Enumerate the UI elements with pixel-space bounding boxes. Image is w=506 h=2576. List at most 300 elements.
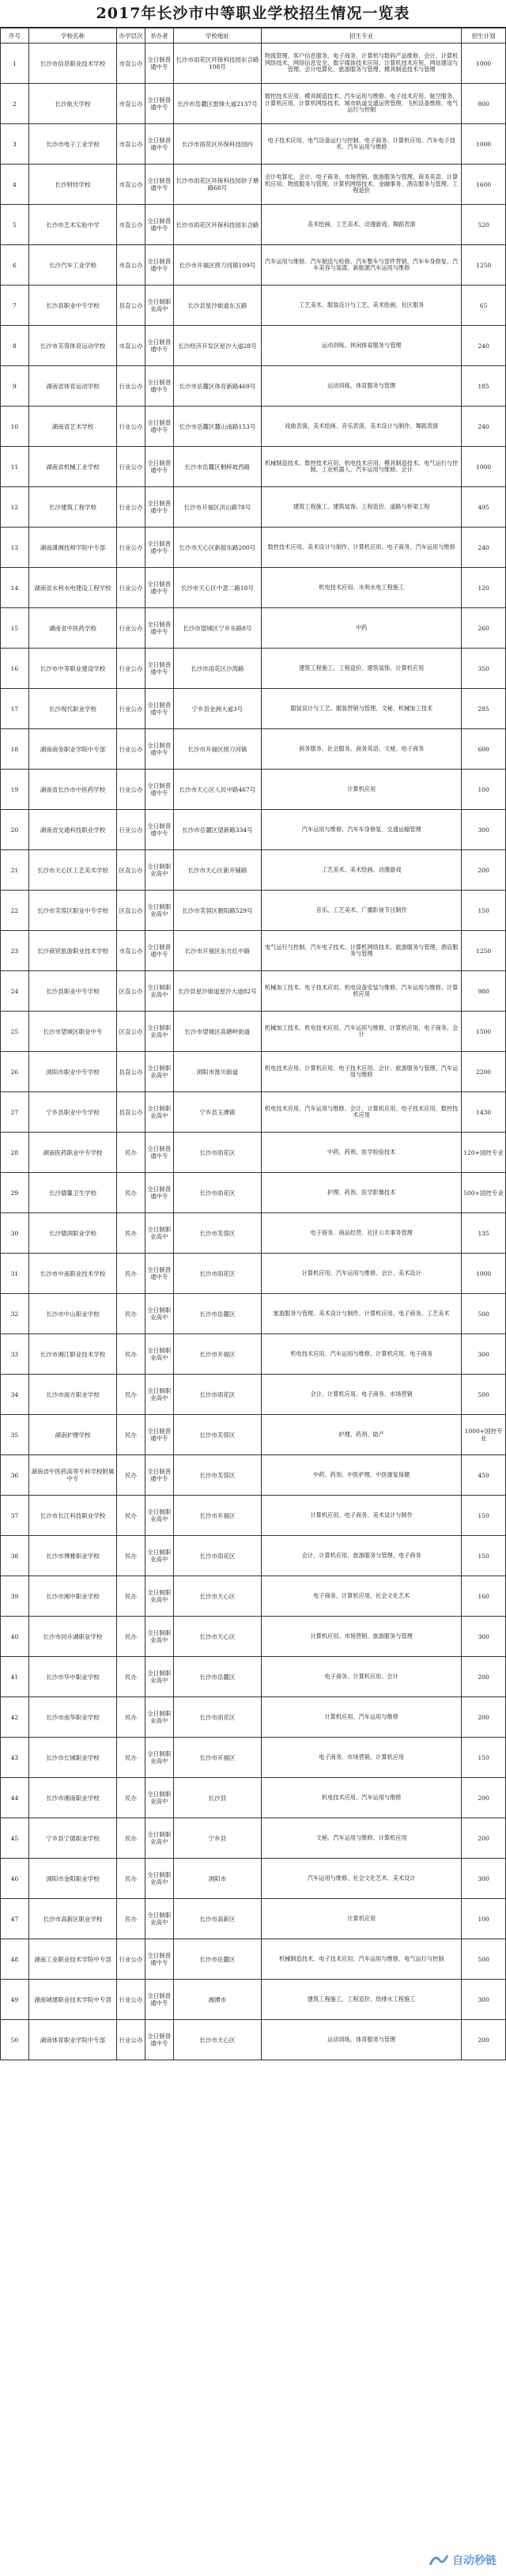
index-cell: 18 xyxy=(1,729,29,770)
index-cell: 16 xyxy=(1,649,29,689)
majors-cell: 计算机应用、汽车运用与维修、会计、美术设计 xyxy=(262,1254,462,1294)
address-cell: 长沙市天心区中意二路18号 xyxy=(173,568,261,608)
index-cell: 22 xyxy=(1,891,29,931)
index-cell: 34 xyxy=(1,1375,29,1415)
table-row xyxy=(1,1213,506,1254)
school-name-cell: 长沙市艺术实验中学 xyxy=(28,205,116,245)
level-cell: 市直公办 xyxy=(117,931,145,971)
address-cell: 长沙县 xyxy=(173,1778,261,1818)
school-name-cell: 长沙市中南职业技术学校 xyxy=(28,1254,116,1294)
type-cell: 全日制职业高中 xyxy=(145,850,173,891)
plan-cell: 200 xyxy=(462,1778,506,1818)
school-name-cell: 湖南省交通科技职业学校 xyxy=(28,810,116,850)
table-row xyxy=(1,1617,506,1657)
majors-cell: 计算机应用、市场营销、旅游服务与管理 xyxy=(262,1617,462,1657)
index-cell: 17 xyxy=(1,689,29,729)
index-cell: 50 xyxy=(1,2020,29,2060)
type-cell: 全日制普通中专 xyxy=(145,165,173,205)
majors-cell: 中药、药剂、医学检验技术 xyxy=(262,1133,462,1173)
type-cell: 全日制普通中专 xyxy=(145,245,173,286)
type-cell: 全日制普通中专 xyxy=(145,931,173,971)
address-cell: 浏阳市淮川街道 xyxy=(173,1052,261,1092)
school-name-cell: 湖南城建职业技术学院中专部 xyxy=(28,1980,116,2020)
school-name-cell: 长沙德润职业学校 xyxy=(28,1213,116,1254)
index-cell: 1 xyxy=(1,44,29,84)
type-cell: 全日制职业高中 xyxy=(145,1697,173,1738)
table-row xyxy=(1,2020,506,2060)
address-cell: 长沙市雨花区 xyxy=(173,1173,261,1213)
address-cell: 长沙市天心区 xyxy=(173,2020,261,2060)
address-cell: 长沙经济开发区星沙大道28号 xyxy=(173,326,261,366)
table-row xyxy=(1,286,506,326)
col-header-level: 办学层次 xyxy=(117,28,145,44)
majors-cell: 机电技术应用、汽车运用与维修、计算机应用、电子商务 xyxy=(262,1334,462,1375)
index-cell: 29 xyxy=(1,1173,29,1213)
type-cell: 全日制普通中专 xyxy=(145,205,173,245)
majors-cell: 计算机应用、汽车运用与维修 xyxy=(262,1697,462,1738)
address-cell: 长沙市雨花区环保科技园东合路 xyxy=(173,205,261,245)
index-cell: 46 xyxy=(1,1859,29,1899)
school-name-cell: 长沙市华中职业学校 xyxy=(28,1657,116,1697)
table-row xyxy=(1,1455,506,1496)
index-cell: 13 xyxy=(1,528,29,568)
plan-cell: 260 xyxy=(462,608,506,649)
majors-cell: 电子技术应用、电气设备运行与控制、电子商务、计算机应用、汽车电子技术、汽车运用与维修 xyxy=(262,124,462,165)
index-cell: 26 xyxy=(1,1052,29,1092)
address-cell: 长沙市天心区新开铺路 xyxy=(173,850,261,891)
table-row xyxy=(1,1536,506,1576)
address-cell: 宁乡县 xyxy=(173,1818,261,1859)
level-cell: 民办 xyxy=(117,1173,145,1213)
index-cell: 48 xyxy=(1,1939,29,1980)
index-cell: 49 xyxy=(1,1980,29,2020)
table-row xyxy=(1,1738,506,1778)
address-cell: 长沙市开福区捞刀河镇109号 xyxy=(173,245,261,286)
school-name-cell: 长沙市高新区职业学校 xyxy=(28,1899,116,1939)
address-cell: 长沙市开福区洪山路78号 xyxy=(173,487,261,528)
table-row xyxy=(1,366,506,407)
level-cell: 民办 xyxy=(117,1818,145,1859)
page-title: 2017年长沙市中等职业学校招生情况一览表 xyxy=(0,0,506,28)
address-cell: 长沙市芙蓉区 xyxy=(173,1213,261,1254)
plan-cell: 500 xyxy=(462,1375,506,1415)
index-cell: 5 xyxy=(1,205,29,245)
table-row xyxy=(1,487,506,528)
address-cell: 长沙市岳麓区 xyxy=(173,1939,261,1980)
school-name-cell: 湖南护理学校 xyxy=(28,1415,116,1455)
majors-cell: 旅游服务与管理、美术设计与制作、计算机应用、电子商务、工艺美术 xyxy=(262,1294,462,1334)
type-cell: 全日制普通中专 xyxy=(145,2020,173,2060)
majors-cell: 中药、药剂、中医护理、中医康复保健 xyxy=(262,1455,462,1496)
majors-cell: 运动训练、体育服务与管理 xyxy=(262,366,462,407)
index-cell: 30 xyxy=(1,1213,29,1254)
majors-cell: 机电技术应用、汽车运用与维修 xyxy=(262,1778,462,1818)
index-cell: 44 xyxy=(1,1778,29,1818)
table-row xyxy=(1,1173,506,1213)
address-cell: 长沙市雨花区 xyxy=(173,1697,261,1738)
schools-table xyxy=(0,28,506,2060)
level-cell: 行业公办 xyxy=(117,810,145,850)
plan-cell: 1430 xyxy=(462,1092,506,1133)
level-cell: 民办 xyxy=(117,1657,145,1697)
majors-cell: 服装设计与工艺、服装营销与管理、文秘、机械加工技术 xyxy=(262,689,462,729)
type-cell: 全日制职业高中 xyxy=(145,1617,173,1657)
col-header-type: 举办者 xyxy=(145,28,173,44)
plan-cell: 300 xyxy=(462,810,506,850)
index-cell: 3 xyxy=(1,124,29,165)
index-cell: 11 xyxy=(1,447,29,487)
school-name-cell: 长沙现代职业学校 xyxy=(28,689,116,729)
majors-cell: 机械制造技术、电子技术应用、汽车运用与维修、电气运行与控制 xyxy=(262,1939,462,1980)
index-cell: 35 xyxy=(1,1415,29,1455)
index-cell: 23 xyxy=(1,931,29,971)
level-cell: 市直公办 xyxy=(117,165,145,205)
plan-cell: 150 xyxy=(462,891,506,931)
level-cell: 县直公办 xyxy=(117,1092,145,1133)
type-cell: 全日制普通中专 xyxy=(145,407,173,447)
type-cell: 全日制职业高中 xyxy=(145,1334,173,1375)
address-cell: 宁乡县玉潭镇 xyxy=(173,1092,261,1133)
plan-cell: 100 xyxy=(462,770,506,810)
type-cell: 全日制职业高中 xyxy=(145,1859,173,1899)
type-cell: 全日制职业高中 xyxy=(145,1576,173,1617)
index-cell: 32 xyxy=(1,1294,29,1334)
plan-cell: 2200 xyxy=(462,1052,506,1092)
level-cell: 县直公办 xyxy=(117,286,145,326)
index-cell: 33 xyxy=(1,1334,29,1375)
index-cell: 7 xyxy=(1,286,29,326)
index-cell: 45 xyxy=(1,1818,29,1859)
address-cell: 长沙市雨花区环保科技园内 xyxy=(173,124,261,165)
school-name-cell: 长沙航天学校 xyxy=(28,84,116,124)
index-cell: 40 xyxy=(1,1617,29,1657)
address-cell: 长沙县星沙街道星沙大道82号 xyxy=(173,971,261,1012)
index-cell: 14 xyxy=(1,568,29,608)
type-cell: 全日制职业高中 xyxy=(145,891,173,931)
school-name-cell: 长沙建筑工程学校 xyxy=(28,487,116,528)
plan-cell: 800 xyxy=(462,84,506,124)
table-row xyxy=(1,1334,506,1375)
col-header-majors: 招生专业 xyxy=(262,28,462,44)
majors-cell: 机械加工技术、电子技术应用、机电设备安装与维修、汽车运用与维修、计算机应用 xyxy=(262,971,462,1012)
majors-cell: 计算机应用、电子商务、美术设计与制作 xyxy=(262,1496,462,1536)
majors-cell: 机械加工技术、机电技术应用、汽车运用与维修、计算机应用、电子商务、会计 xyxy=(262,1012,462,1052)
school-name-cell: 湖南省中医药学校 xyxy=(28,608,116,649)
majors-cell: 电子商务、计算机应用、社会文化艺术 xyxy=(262,1576,462,1617)
plan-cell: 300 xyxy=(462,1859,506,1899)
school-name-cell: 湖南商务职业学院中专部 xyxy=(28,729,116,770)
index-cell: 19 xyxy=(1,770,29,810)
type-cell: 全日制普通中专 xyxy=(145,528,173,568)
level-cell: 行业公办 xyxy=(117,528,145,568)
address-cell: 长沙市岳麓区 xyxy=(173,1294,261,1334)
plan-cell: 500 xyxy=(462,1294,506,1334)
index-cell: 15 xyxy=(1,608,29,649)
majors-cell: 美术绘画、工艺美术、动漫游戏、舞蹈表演 xyxy=(262,205,462,245)
majors-cell: 会计、计算机应用、旅游服务与管理、电子商务 xyxy=(262,1536,462,1576)
school-name-cell: 长沙市湘南职业学校 xyxy=(28,1778,116,1818)
majors-cell: 护理、药剂、助产 xyxy=(262,1415,462,1455)
level-cell: 民办 xyxy=(117,1778,145,1818)
address-cell: 长沙市天心区人民中路467号 xyxy=(173,770,261,810)
plan-cell: 1000 xyxy=(462,44,506,84)
index-cell: 37 xyxy=(1,1496,29,1536)
school-name-cell: 湖南省长沙市中医药学校 xyxy=(28,770,116,810)
plan-cell: 1000 xyxy=(462,124,506,165)
type-cell: 全日制职业高中 xyxy=(145,1213,173,1254)
plan-cell: 200 xyxy=(462,1697,506,1738)
address-cell: 长沙市开福区捞刀河镇 xyxy=(173,729,261,770)
plan-cell: 1250 xyxy=(462,245,506,286)
type-cell: 全日制普通中专 xyxy=(145,649,173,689)
level-cell: 民办 xyxy=(117,1899,145,1939)
level-cell: 行业公办 xyxy=(117,770,145,810)
address-cell: 长沙市开福区东方红中路 xyxy=(173,931,261,971)
majors-cell: 建筑工程施工、工程造价、建筑装饰、计算机应用 xyxy=(262,649,462,689)
level-cell: 民办 xyxy=(117,1334,145,1375)
school-name-cell: 湖南体育职业学院中专部 xyxy=(28,2020,116,2060)
majors-cell: 计算机应用 xyxy=(262,770,462,810)
majors-cell: 会计电算化、会计、电子商务、市场营销、旅游服务与管理、商务英语、计算机应用、物流服务与管理、计算机网络技术、金融事务、酒店服务与管理、工程造价 xyxy=(262,165,462,205)
index-cell: 36 xyxy=(1,1455,29,1496)
level-cell: 行业公办 xyxy=(117,407,145,447)
index-cell: 6 xyxy=(1,245,29,286)
address-cell: 长沙市开福区 xyxy=(173,1738,261,1778)
plan-cell: 200 xyxy=(462,1818,506,1859)
plan-cell: 980 xyxy=(462,971,506,1012)
table-row xyxy=(1,528,506,568)
plan-cell: 350 xyxy=(462,649,506,689)
type-cell: 全日制普通中专 xyxy=(145,487,173,528)
level-cell: 县直公办 xyxy=(117,1052,145,1092)
majors-cell: 机械制造技术、数控技术应用、机电技术应用、模具制造技术、电气运行与控制、工业机器人、汽车运用与维修、会计 xyxy=(262,447,462,487)
type-cell: 全日制普通中专 xyxy=(145,608,173,649)
plan-cell: 240 xyxy=(462,528,506,568)
plan-cell: 1000 xyxy=(462,1254,506,1294)
school-name-cell: 长沙市同升湖职业学校 xyxy=(28,1617,116,1657)
address-cell: 长沙市开福区 xyxy=(173,1496,261,1536)
school-name-cell: 长沙市芙蓉体育运动学校 xyxy=(28,326,116,366)
level-cell: 市直公办 xyxy=(117,84,145,124)
address-cell: 长沙市天心区新韶东路200号 xyxy=(173,528,261,568)
index-cell: 43 xyxy=(1,1738,29,1778)
majors-cell: 机电技术应用、计算机应用、电子技术应用、会计、旅游服务与管理、汽车运用与维修 xyxy=(262,1052,462,1092)
level-cell: 民办 xyxy=(117,1697,145,1738)
logo-icon xyxy=(429,2552,449,2568)
address-cell: 长沙市芙蓉区 xyxy=(173,1455,261,1496)
majors-cell: 机电技术应用、汽车运用与维修、会计、计算机应用、电子技术应用、数控技术应用 xyxy=(262,1092,462,1133)
school-name-cell: 长沙市长江科技职业学校 xyxy=(28,1496,116,1536)
type-cell: 全日制普通中专 xyxy=(145,1173,173,1213)
plan-cell: 120 xyxy=(462,568,506,608)
level-cell: 民办 xyxy=(117,1375,145,1415)
level-cell: 市直公办 xyxy=(117,326,145,366)
plan-cell: 1250 xyxy=(462,931,506,971)
level-cell: 行业公办 xyxy=(117,608,145,649)
plan-cell: 285 xyxy=(462,689,506,729)
type-cell: 全日制职业高中 xyxy=(145,1818,173,1859)
plan-cell: 200 xyxy=(462,850,506,891)
type-cell: 全日制普通中专 xyxy=(145,1133,173,1173)
table-row xyxy=(1,1254,506,1294)
school-name-cell: 长沙市中山职业学校 xyxy=(28,1294,116,1334)
school-name-cell: 湖南医药职业中专学校 xyxy=(28,1133,116,1173)
school-name-cell: 湖南省机械工业学校 xyxy=(28,447,116,487)
address-cell: 长沙市天心区 xyxy=(173,1576,261,1617)
table-row xyxy=(1,1052,506,1092)
plan-cell: 100 xyxy=(462,1899,506,1939)
table-row xyxy=(1,810,506,850)
address-cell: 长沙市芙蓉区朝阳路529号 xyxy=(173,891,261,931)
majors-cell: 文秘、汽车运用与维修、计算机应用 xyxy=(262,1818,462,1859)
table-row xyxy=(1,1899,506,1939)
majors-cell: 电子商务、商品经营、社区公共事务管理 xyxy=(262,1213,462,1254)
plan-cell: 150 xyxy=(462,1496,506,1536)
type-cell: 全日制职业高中 xyxy=(145,1536,173,1576)
school-name-cell: 长沙市信息职业技术学校 xyxy=(28,44,116,84)
table-row xyxy=(1,407,506,447)
type-cell: 全日制普通中专 xyxy=(145,1415,173,1455)
level-cell: 区直公办 xyxy=(117,891,145,931)
level-cell: 民办 xyxy=(117,1294,145,1334)
school-name-cell: 长沙市电子工业学校 xyxy=(28,124,116,165)
level-cell: 行业公办 xyxy=(117,447,145,487)
type-cell: 全日制职业高中 xyxy=(145,1657,173,1697)
plan-cell: 160 xyxy=(462,1576,506,1617)
index-cell: 8 xyxy=(1,326,29,366)
index-cell: 47 xyxy=(1,1899,29,1939)
plan-cell: 300 xyxy=(462,1334,506,1375)
type-cell: 全日制普通中专 xyxy=(145,810,173,850)
index-cell: 9 xyxy=(1,366,29,407)
table-body xyxy=(1,44,506,2060)
address-cell: 长沙市雨花区环保科技园东合路108号 xyxy=(173,44,261,84)
plan-cell: 240 xyxy=(462,326,506,366)
table-row xyxy=(1,971,506,1012)
school-name-cell: 长沙德馨卫生学校 xyxy=(28,1173,116,1213)
index-cell: 12 xyxy=(1,487,29,528)
index-cell: 28 xyxy=(1,1133,29,1173)
index-cell: 25 xyxy=(1,1012,29,1052)
col-header-plan: 招生计划 xyxy=(462,28,506,44)
type-cell: 全日制普通中专 xyxy=(145,124,173,165)
school-name-cell: 长沙市中等职业建设学校 xyxy=(28,649,116,689)
plan-cell: 300 xyxy=(462,1617,506,1657)
majors-cell: 工艺美术、服装设计与工艺、美术绘画、社区服务 xyxy=(262,286,462,326)
level-cell: 行业公办 xyxy=(117,568,145,608)
school-name-cell: 长沙汽车工业学校 xyxy=(28,245,116,286)
table-row xyxy=(1,1697,506,1738)
school-name-cell: 湖南工业职业技术学院中专部 xyxy=(28,1939,116,1980)
majors-cell: 建筑工程施工、工程造价、给排水工程施工 xyxy=(262,1980,462,2020)
level-cell: 区直公办 xyxy=(117,850,145,891)
type-cell: 全日制职业高中 xyxy=(145,1899,173,1939)
table-row xyxy=(1,245,506,286)
col-header-index: 序号 xyxy=(1,28,29,44)
majors-cell: 会计、计算机应用、电子商务、市场营销 xyxy=(262,1375,462,1415)
index-cell: 27 xyxy=(1,1092,29,1133)
level-cell: 民办 xyxy=(117,1415,145,1455)
type-cell: 全日制普通中专 xyxy=(145,84,173,124)
majors-cell: 建筑工程施工、建筑装饰、工程造价、道路与桥梁工程 xyxy=(262,487,462,528)
school-name-cell: 长沙县职业中专学校 xyxy=(28,286,116,326)
address-cell: 长沙市开福区 xyxy=(173,1334,261,1375)
level-cell: 民办 xyxy=(117,1133,145,1173)
type-cell: 全日制职业高中 xyxy=(145,1294,173,1334)
address-cell: 长沙市雨花区 xyxy=(173,1133,261,1173)
address-cell: 浏阳市 xyxy=(173,1859,261,1899)
majors-cell: 电子商务、计算机应用、会计 xyxy=(262,1657,462,1697)
majors-cell: 中药 xyxy=(262,608,462,649)
table-row xyxy=(1,1375,506,1415)
type-cell: 全日制普通中专 xyxy=(145,1455,173,1496)
school-name-cell: 长沙市望城区职业中专 xyxy=(28,1012,116,1052)
table-row xyxy=(1,568,506,608)
level-cell: 行业公办 xyxy=(117,487,145,528)
address-cell: 长沙市芙蓉区 xyxy=(173,1415,261,1455)
level-cell: 区直公办 xyxy=(117,1012,145,1052)
plan-cell: 200 xyxy=(462,1657,506,1697)
index-cell: 24 xyxy=(1,971,29,1012)
table-row xyxy=(1,1576,506,1617)
index-cell: 38 xyxy=(1,1536,29,1576)
table-header-row xyxy=(1,28,506,44)
index-cell: 41 xyxy=(1,1657,29,1697)
type-cell: 全日制普通中专 xyxy=(145,770,173,810)
level-cell: 民办 xyxy=(117,1576,145,1617)
plan-cell: 500 xyxy=(462,1939,506,1980)
majors-cell: 电气运行与控制、汽车电子技术、计算机网络技术、旅游服务与管理、酒店服务与管理 xyxy=(262,931,462,971)
table-row xyxy=(1,1496,506,1536)
table-row xyxy=(1,649,506,689)
school-name-cell: 浏阳市金阳职业学校 xyxy=(28,1859,116,1899)
address-cell: 长沙市雨花区 xyxy=(173,1254,261,1294)
type-cell: 全日制普通中专 xyxy=(145,1254,173,1294)
school-name-cell: 长沙市芙蓉区职业中专学校 xyxy=(28,891,116,931)
table-row xyxy=(1,850,506,891)
school-name-cell: 长沙市南方职业学校 xyxy=(28,1375,116,1415)
index-cell: 31 xyxy=(1,1254,29,1294)
type-cell: 全日制普通中专 xyxy=(145,568,173,608)
type-cell: 全日制职业高中 xyxy=(145,1052,173,1092)
majors-cell: 工艺美术、美术绘画、动漫游戏 xyxy=(262,850,462,891)
level-cell: 民办 xyxy=(117,1496,145,1536)
majors-cell: 运动训练、休闲体育服务与管理 xyxy=(262,326,462,366)
level-cell: 行业公办 xyxy=(117,1939,145,1980)
majors-cell: 汽车运用与维修、汽车车身修复、交通运输管理 xyxy=(262,810,462,850)
majors-cell: 数控技术应用、模具制造技术、汽车运用与维修、电子技术应用、航空服务、计算机应用、计算机网络技术、城市轨道交通运营管理、飞机设备维修、电气运行与控制 xyxy=(262,84,462,124)
school-name-cell: 宁乡县宁德职业学校 xyxy=(28,1818,116,1859)
level-cell: 行业公办 xyxy=(117,729,145,770)
school-name-cell: 湖南省艺术学校 xyxy=(28,407,116,447)
level-cell: 行业公办 xyxy=(117,1980,145,2020)
address-cell: 长沙市望城区宁乡东路8号 xyxy=(173,608,261,649)
school-name-cell: 湖南省体育运动学校 xyxy=(28,366,116,407)
table-row xyxy=(1,1133,506,1173)
address-cell: 长沙市岳麓区麓山南路153号 xyxy=(173,407,261,447)
address-cell: 长沙市岳麓区桐梓坡西路 xyxy=(173,447,261,487)
table-row xyxy=(1,729,506,770)
level-cell: 民办 xyxy=(117,1213,145,1254)
level-cell: 民办 xyxy=(117,1859,145,1899)
index-cell: 42 xyxy=(1,1697,29,1738)
address-cell: 长沙市雨花区沙湾路 xyxy=(173,649,261,689)
table-row xyxy=(1,1012,506,1052)
address-cell: 长沙市雨花区 xyxy=(173,1536,261,1576)
address-cell: 长沙市岳麓区体育新路469号 xyxy=(173,366,261,407)
plan-cell: 185 xyxy=(462,366,506,407)
plan-cell: 1600 xyxy=(462,165,506,205)
